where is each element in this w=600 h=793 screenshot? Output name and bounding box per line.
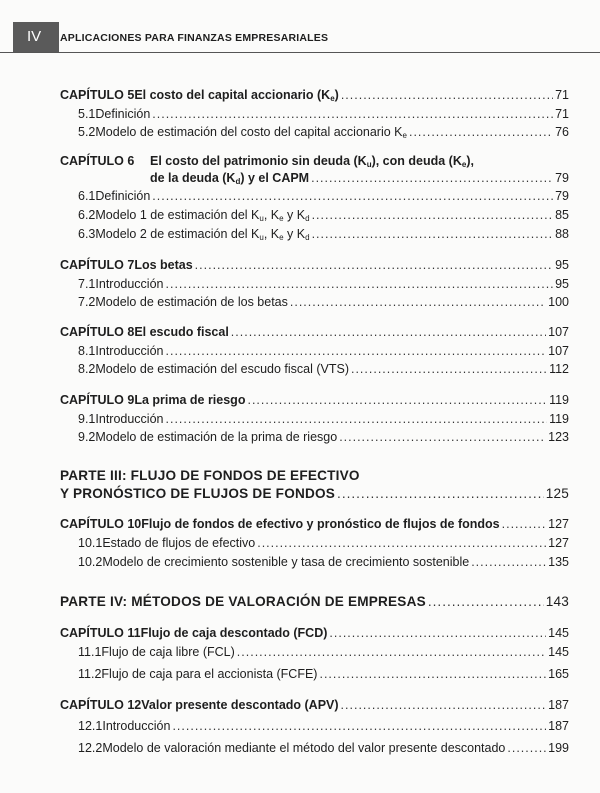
leader-dots bbox=[337, 486, 544, 502]
leader-dots bbox=[502, 516, 547, 532]
part-title: Y PRONÓSTICO DE FLUJOS DE FONDOS bbox=[60, 486, 336, 501]
leader-dots bbox=[290, 294, 546, 310]
leader-dots bbox=[428, 594, 544, 610]
page-ref: 145 bbox=[548, 626, 569, 640]
toc-section-5-1[interactable] bbox=[78, 106, 569, 122]
leader-dots bbox=[312, 226, 554, 242]
leader-dots bbox=[166, 276, 554, 292]
section-title: Modelo de estimación de la prima de riesgo bbox=[95, 430, 338, 444]
section-number: 5.2 bbox=[78, 125, 96, 139]
chapter-title: Los betas bbox=[134, 258, 193, 272]
toc-section-7-2[interactable] bbox=[78, 294, 569, 310]
page-ref: 199 bbox=[548, 741, 569, 755]
section-title: Flujo de caja para el accionista (FCFE) bbox=[101, 667, 318, 681]
leader-dots bbox=[237, 644, 546, 660]
chapter-number: CAPÍTULO 6 bbox=[60, 154, 135, 168]
section-number: 7.1 bbox=[78, 277, 96, 291]
leader-dots bbox=[311, 170, 553, 186]
leader-dots bbox=[166, 343, 547, 359]
section-title: Introducción bbox=[102, 719, 171, 733]
leader-dots bbox=[319, 666, 546, 682]
toc-part-3-line2[interactable] bbox=[60, 486, 569, 502]
section-title: Introducción bbox=[95, 412, 164, 426]
running-title: APLICACIONES PARA FINANZAS EMPRESARIALES bbox=[60, 32, 329, 44]
toc-chapter-11[interactable] bbox=[60, 625, 569, 641]
toc-section-7-1[interactable] bbox=[78, 276, 569, 292]
section-title: Modelo 1 de estimación del $K_u$, $K_e$ y $K_d$ bbox=[95, 208, 310, 223]
page-ref: 88 bbox=[555, 227, 569, 241]
section-title: Modelo de estimación del escudo fiscal (VTS) bbox=[95, 362, 349, 376]
leader-dots bbox=[471, 554, 546, 570]
leader-dots bbox=[166, 411, 548, 427]
toc-chapter-12[interactable] bbox=[60, 697, 569, 713]
leader-dots bbox=[351, 361, 547, 377]
toc-section-10-1[interactable] bbox=[78, 535, 569, 551]
section-number: 7.2 bbox=[78, 295, 96, 309]
toc-section-11-1[interactable] bbox=[78, 644, 569, 660]
page-ref: 187 bbox=[548, 698, 569, 712]
leader-dots bbox=[339, 429, 546, 445]
chapter-title: El costo del patrimonio sin deuda $(K_u)$, con deuda $(K_e)$, bbox=[150, 154, 474, 169]
toc-part-3-line1[interactable]: PARTE III: FLUJO DE FONDOS DE EFECTIVO bbox=[60, 468, 360, 483]
page-ref: 127 bbox=[548, 517, 569, 531]
section-number: 10.1 bbox=[78, 536, 103, 550]
section-number: 12.2 bbox=[78, 741, 103, 755]
section-number: 9.2 bbox=[78, 430, 96, 444]
section-number: 11.1 bbox=[78, 645, 102, 659]
toc-chapter-9[interactable] bbox=[60, 392, 569, 408]
leader-dots bbox=[409, 124, 553, 140]
page-ref: 112 bbox=[549, 362, 569, 376]
section-number: 6.1 bbox=[78, 189, 96, 203]
section-title: Modelo de crecimiento sostenible y tasa de crecimiento sostenible bbox=[102, 555, 470, 569]
chapter-number: CAPÍTULO 8 bbox=[60, 325, 135, 339]
toc-part-4[interactable] bbox=[60, 594, 569, 610]
section-title: Modelo de valoración mediante el método del valor presente descontado bbox=[102, 741, 506, 755]
part-title: PARTE IV: MÉTODOS DE VALORACIÓN DE EMPRESAS bbox=[60, 594, 426, 609]
page-ref: 145 bbox=[548, 645, 569, 659]
page-ref: 107 bbox=[548, 325, 569, 339]
page-number: IV bbox=[13, 22, 59, 52]
leader-dots bbox=[341, 87, 553, 103]
chapter-number: CAPÍTULO 5 bbox=[60, 88, 135, 102]
toc-chapter-8[interactable] bbox=[60, 324, 569, 340]
chapter-number: CAPÍTULO 10 bbox=[60, 517, 142, 531]
chapter-title: La prima de riesgo bbox=[134, 393, 246, 407]
chapter-number: CAPÍTULO 9 bbox=[60, 393, 135, 407]
chapter-title: Flujo de fondos de efectivo y pronóstico de flujos de fondos bbox=[141, 517, 500, 531]
page-ref: 127 bbox=[548, 536, 569, 550]
chapter-title: El escudo fiscal bbox=[134, 325, 229, 339]
leader-dots bbox=[341, 697, 547, 713]
section-title: Introducción bbox=[95, 277, 164, 291]
toc-section-9-1[interactable] bbox=[78, 411, 569, 427]
leader-dots bbox=[152, 188, 553, 204]
section-number: 8.1 bbox=[78, 344, 96, 358]
toc-section-10-2[interactable] bbox=[78, 554, 569, 570]
section-number: 8.2 bbox=[78, 362, 96, 376]
chapter-number: CAPÍTULO 12 bbox=[60, 698, 142, 712]
page-ref: 71 bbox=[555, 88, 569, 102]
leader-dots bbox=[329, 625, 546, 641]
section-number: 12.1 bbox=[78, 719, 103, 733]
section-title: Definición bbox=[95, 189, 151, 203]
toc-section-5-2[interactable] bbox=[78, 124, 569, 144]
page-ref: 123 bbox=[548, 430, 569, 444]
page-ref: 107 bbox=[548, 344, 569, 358]
chapter-title-cont: de la deuda $(K_d)$ y el CAPM bbox=[150, 171, 310, 186]
page-ref: 79 bbox=[555, 189, 569, 203]
section-title: Estado de flujos de efectivo bbox=[102, 536, 256, 550]
leader-dots bbox=[195, 257, 553, 273]
toc-section-9-2[interactable] bbox=[78, 429, 569, 445]
toc-chapter-5[interactable] bbox=[60, 87, 569, 107]
toc-section-8-2[interactable] bbox=[78, 361, 569, 377]
chapter-title: El costo del capital accionario $(K_e)$ bbox=[134, 88, 339, 103]
section-title: Modelo de estimación del costo del capital accionario $K_e$ bbox=[95, 125, 407, 140]
section-number: 11.2 bbox=[78, 667, 102, 681]
toc-section-12-2[interactable] bbox=[78, 740, 569, 756]
toc-section-8-1[interactable] bbox=[78, 343, 569, 359]
chapter-title: Valor presente descontado (APV) bbox=[141, 698, 339, 712]
chapter-number: CAPÍTULO 7 bbox=[60, 258, 135, 272]
page-ref: 79 bbox=[555, 171, 569, 185]
toc-section-6-1[interactable] bbox=[78, 188, 569, 204]
toc-section-11-2[interactable] bbox=[78, 666, 569, 682]
page-ref: 95 bbox=[555, 277, 569, 291]
section-number: 6.3 bbox=[78, 227, 96, 241]
chapter-title: Flujo de caja descontado (FCD) bbox=[140, 626, 328, 640]
section-number: 5.1 bbox=[78, 107, 96, 121]
page-ref: 165 bbox=[548, 667, 569, 681]
section-title: Modelo 2 de estimación del $K_u$, $K_e$ y $K_d$ bbox=[95, 227, 310, 242]
leader-dots bbox=[247, 392, 547, 408]
page-ref: 187 bbox=[548, 719, 569, 733]
page-ref: 125 bbox=[545, 486, 569, 501]
section-title: Flujo de caja libre (FCL) bbox=[101, 645, 235, 659]
leader-dots bbox=[172, 718, 546, 734]
page-ref: 71 bbox=[555, 107, 569, 121]
page-ref: 76 bbox=[555, 125, 569, 139]
leader-dots bbox=[257, 535, 546, 551]
section-number: 10.2 bbox=[78, 555, 103, 569]
toc-chapter-6-line2[interactable] bbox=[150, 170, 569, 190]
leader-dots bbox=[507, 740, 546, 756]
toc-chapter-7[interactable] bbox=[60, 257, 569, 273]
chapter-number: CAPÍTULO 11 bbox=[60, 626, 141, 640]
leader-dots bbox=[231, 324, 546, 340]
toc-chapter-10[interactable] bbox=[60, 516, 569, 532]
toc-section-12-1[interactable] bbox=[78, 718, 569, 734]
leader-dots bbox=[312, 207, 554, 223]
section-number: 6.2 bbox=[78, 208, 96, 222]
page-ref: 135 bbox=[548, 555, 569, 569]
page-ref: 119 bbox=[549, 393, 569, 407]
toc-section-6-3[interactable] bbox=[78, 226, 569, 246]
page-ref: 85 bbox=[555, 208, 569, 222]
page-ref: 95 bbox=[555, 258, 569, 272]
toc-section-6-2[interactable] bbox=[78, 207, 569, 227]
page-ref: 119 bbox=[549, 412, 569, 426]
section-title: Modelo de estimación de los betas bbox=[95, 295, 288, 309]
leader-dots bbox=[152, 106, 553, 122]
section-number: 9.1 bbox=[78, 412, 96, 426]
section-title: Introducción bbox=[95, 344, 164, 358]
section-title: Definición bbox=[95, 107, 151, 121]
page-ref: 100 bbox=[548, 295, 569, 309]
page-ref: 143 bbox=[545, 594, 569, 609]
